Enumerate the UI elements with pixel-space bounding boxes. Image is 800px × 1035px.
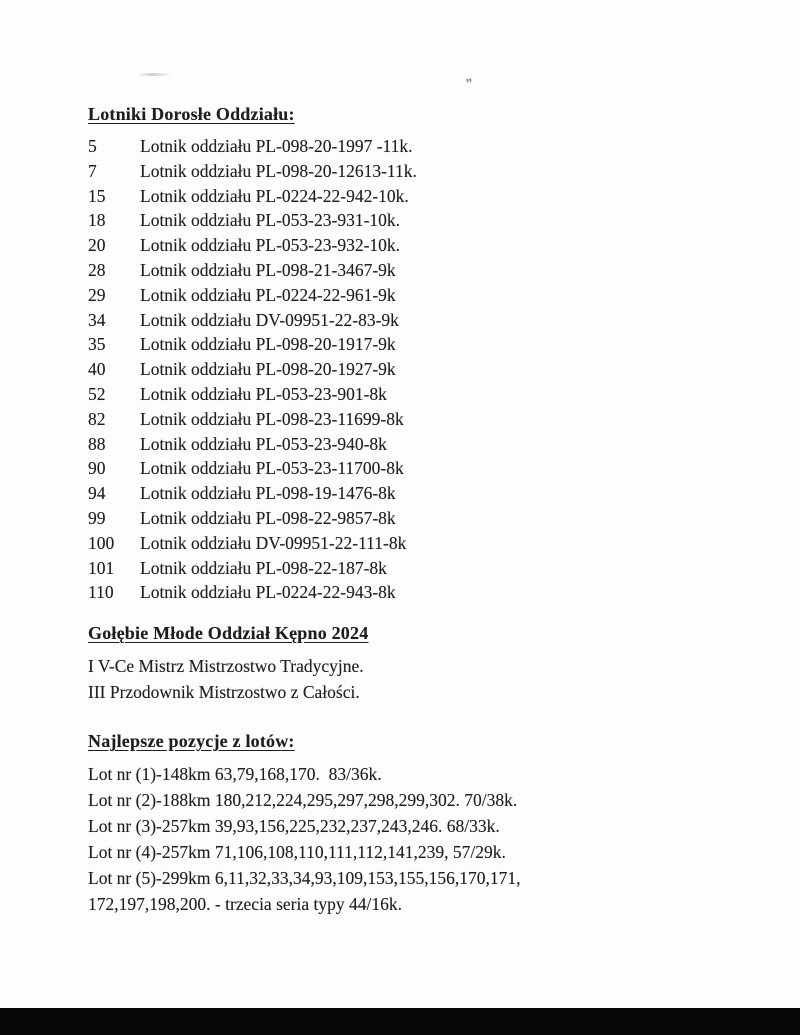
text-line: III Przodownik Mistrzostwo z Całości. xyxy=(88,682,360,703)
text-line: I V-Ce Mistrz Mistrzostwo Tradycyjne. xyxy=(88,656,364,677)
text-line: Lot nr (3)-257km 39,93,156,225,232,237,243,246. 68/33k. xyxy=(88,816,500,837)
row-number: 52 xyxy=(88,383,106,404)
list-item xyxy=(88,233,760,258)
section-heading-adult-flyers: Lotniki Dorosłe Oddziału: xyxy=(88,104,295,124)
document-content xyxy=(88,104,760,917)
row-number: 20 xyxy=(88,235,106,256)
best-positions-lines xyxy=(88,761,760,917)
text-line: 172,197,198,200. - trzecia seria typy 44/16k. xyxy=(88,894,402,915)
row-number: 100 xyxy=(88,532,115,553)
row-number: 110 xyxy=(88,582,114,603)
row-number: 40 xyxy=(88,359,106,380)
section-heading-young-pigeons: Gołębie Młode Oddział Kępno 2024 xyxy=(88,623,369,644)
row-text: Lotnik oddziału PL-098-22-9857-8k xyxy=(140,507,396,528)
row-text: Lotnik oddziału PL-098-23-11699-8k xyxy=(140,408,404,429)
row-number: 18 xyxy=(88,210,106,231)
row-text: Lotnik oddziału PL-098-19-1476-8k xyxy=(140,483,396,504)
row-text: Lotnik oddziału PL-053-23-932-10k. xyxy=(140,235,401,256)
adult-flyers-list xyxy=(88,134,760,605)
row-text: Lotnik oddziału PL-0224-22-961-9k xyxy=(140,284,396,305)
list-item xyxy=(88,432,760,457)
scan-smudge xyxy=(138,73,172,76)
list-item xyxy=(88,506,760,531)
list-item xyxy=(88,456,760,481)
list-item xyxy=(88,357,760,382)
row-number: 90 xyxy=(88,458,106,479)
row-text: Lotnik oddziału PL-098-22-187-8k xyxy=(140,557,387,578)
list-item xyxy=(88,184,760,209)
section-young-pigeons xyxy=(88,623,760,705)
row-number: 15 xyxy=(88,185,106,206)
list-item xyxy=(88,580,760,605)
row-text: Lotnik oddziału PL-098-20-1917-9k xyxy=(140,334,396,355)
scan-artifact-mark: ❞ xyxy=(464,75,474,92)
row-text: Lotnik oddziału PL-053-23-931-10k. xyxy=(140,210,401,231)
section-best-positions xyxy=(88,731,760,917)
list-item xyxy=(88,308,760,333)
row-text: Lotnik oddziału PL-053-23-11700-8k xyxy=(140,458,404,479)
row-text: Lotnik oddziału PL-0224-22-943-8k xyxy=(140,582,396,603)
row-text: Lotnik oddziału DV-09951-22-83-9k xyxy=(140,309,399,330)
list-item xyxy=(88,134,760,159)
row-number: 101 xyxy=(88,557,115,578)
row-text: Lotnik oddziału PL-098-21-3467-9k xyxy=(140,259,396,280)
row-text: Lotnik oddziału PL-098-20-1927-9k xyxy=(140,359,396,380)
list-item xyxy=(88,382,760,407)
list-item xyxy=(88,208,760,233)
row-number: 99 xyxy=(88,507,106,528)
text-line: Lot nr (2)-188km 180,212,224,295,297,298,299,302. 70/38k. xyxy=(88,790,518,811)
row-text: Lotnik oddziału PL-0224-22-942-10k. xyxy=(140,185,409,206)
list-item xyxy=(88,332,760,357)
row-number: 7 xyxy=(88,160,97,181)
footer-scan-bar xyxy=(0,1008,800,1035)
row-number: 82 xyxy=(88,408,106,429)
row-number: 34 xyxy=(88,309,106,330)
list-item xyxy=(88,556,760,581)
list-item xyxy=(88,283,760,308)
section-heading-best-positions: Najlepsze pozycje z lotów: xyxy=(88,731,295,752)
row-text: Lotnik oddziału PL-098-20-1997 -11k. xyxy=(140,136,413,156)
row-number: 94 xyxy=(88,483,106,504)
list-item xyxy=(88,159,760,184)
text-line: Lot nr (5)-299km 6,11,32,33,34,93,109,153,155,156,170,171, xyxy=(88,868,521,889)
row-text: Lotnik oddziału PL-098-20-12613-11k. xyxy=(140,160,417,181)
row-text: Lotnik oddziału PL-053-23-901-8k xyxy=(140,383,387,404)
young-pigeons-lines xyxy=(88,653,760,705)
list-item xyxy=(88,531,760,556)
row-text: Lotnik oddziału PL-053-23-940-8k xyxy=(140,433,387,454)
row-number: 28 xyxy=(88,259,106,280)
section-adult-flyers xyxy=(88,104,760,605)
text-line: Lot nr (4)-257km 71,106,108,110,111,112,141,239, 57/29k. xyxy=(88,842,506,863)
row-number: 5 xyxy=(88,136,97,156)
row-text: Lotnik oddziału DV-09951-22-111-8k xyxy=(140,532,407,553)
list-item xyxy=(88,258,760,283)
row-number: 35 xyxy=(88,334,106,355)
list-item xyxy=(88,407,760,432)
row-number: 29 xyxy=(88,284,106,305)
list-item xyxy=(88,481,760,506)
text-line: Lot nr (1)-148km 63,79,168,170. 83/36k. xyxy=(88,764,382,785)
row-number: 88 xyxy=(88,433,106,454)
